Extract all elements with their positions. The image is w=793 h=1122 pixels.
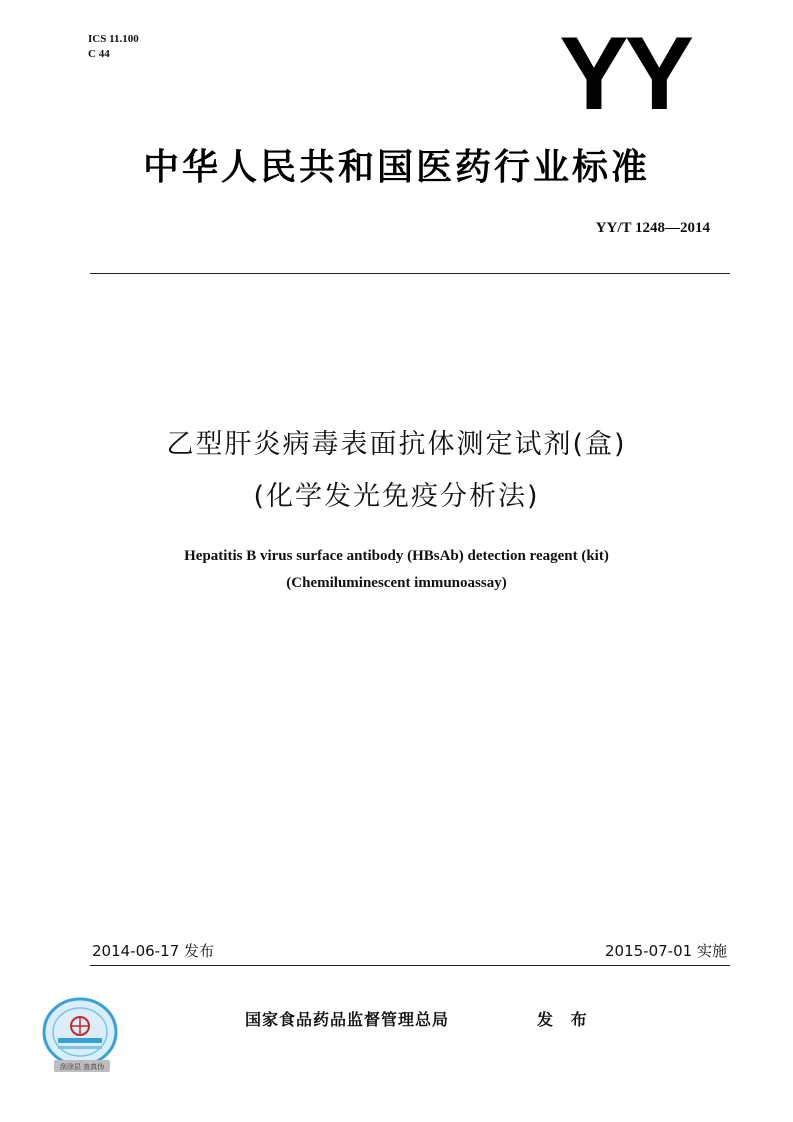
implement-date: 2015-07-01 实施 <box>605 942 727 960</box>
en-title-line2: (Chemiluminescent immunoassay) <box>286 575 507 591</box>
cn-title-line1: 乙型肝炎病毒表面抗体测定试剂(盒) <box>166 429 627 460</box>
ics-code: ICS 11.100 <box>88 33 139 45</box>
yy-logo: YY <box>559 16 690 132</box>
ccs-code: C 44 <box>88 48 110 60</box>
cn-title-line2: (化学发光免疫分析法) <box>253 481 540 512</box>
anti-counterfeit-seal-icon <box>40 996 124 1074</box>
header-divider <box>90 273 730 274</box>
publish-date: 2014-06-17 发布 <box>92 942 214 960</box>
footer-divider <box>90 965 730 966</box>
classification-codes <box>88 32 139 62</box>
issue-label: 发 布 <box>537 1010 593 1029</box>
standard-number: YY/T 1248—2014 <box>595 220 710 236</box>
seal-caption: 刮涂层 查真伪 <box>59 1063 105 1071</box>
org-title: 中华人民共和国医药行业标准 <box>142 147 650 188</box>
issuing-authority: 国家食品药品监督管理总局 <box>245 1010 450 1029</box>
en-title-line1: Hepatitis B virus surface antibody (HBsAb) detection reagent (kit) <box>184 548 609 564</box>
